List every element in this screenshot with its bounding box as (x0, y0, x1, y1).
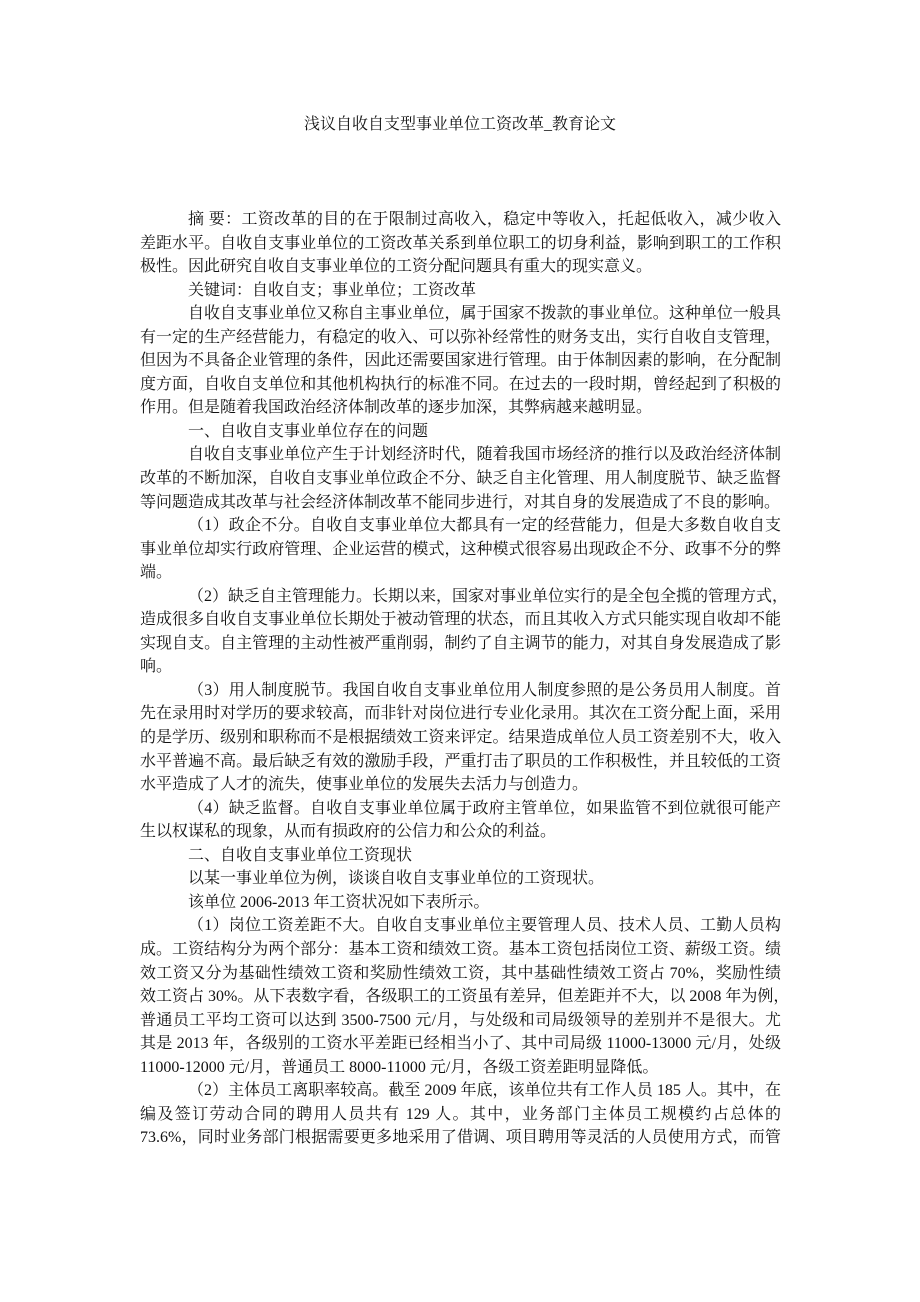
document-body (140, 208, 790, 1150)
text-line: （4）缺乏监督。自收自支事业单位属于政府主管单位，如果监管不到位就很可能产 (188, 799, 781, 817)
text-line: 该单位 2006-2013 年工资状况如下表所示。 (188, 893, 490, 911)
text-line: 普通员工平均工资可以达到 3500-7500 元/月，与处级和司局级领导的差别并不是很大。尤 (140, 1011, 781, 1029)
text-line: 效工资又分为基础性绩效工资和奖励性绩效工资，其中基础性绩效工资占 70%，奖励性绩 (140, 964, 781, 982)
text-line: 等问题造成其改革与社会经济体制改革不能同步进行，对其自身的发展造成了不良的影响。 (140, 493, 781, 511)
paragraph (140, 797, 781, 844)
text-line: 但因为不具备企业管理的条件，因此还需要国家进行管理。由于体制因素的影响，在分配制 (140, 352, 781, 370)
text-line: （1）政企不分。自收自支事业单位大都具有一定的经营能力，但是大多数自收自支 (188, 517, 781, 535)
text-line: 水平造成了人才的流失，使事业单位的发展失去活力与创造力。 (140, 776, 589, 794)
text-line: 事业单位却实行政府管理、企业运营的模式，这种模式很容易出现政企不分、政事不分的弊 (140, 540, 781, 558)
paragraph (140, 891, 781, 915)
text-line: 二、自收自支事业单位工资现状 (188, 846, 413, 864)
text-line: （2）主体员工离职率较高。截至 2009 年底，该单位共有工作人员 185 人。其中，在 (188, 1082, 781, 1100)
text-line: 关键词：自收自支；事业单位；工资改革 (188, 281, 477, 299)
text-line: 水平普遍不高。最后缺乏有效的激励手段，严重打击了职员的工作积极性，并且较低的工资 (140, 752, 781, 770)
paragraph (140, 679, 781, 797)
text-line: 一、自收自支事业单位存在的问题 (188, 422, 429, 440)
paragraph (140, 420, 781, 444)
text-line: 极性。因此研究自收自支事业单位的工资分配问题具有重大的现实意义。 (140, 258, 653, 276)
text-line: 端。 (140, 564, 173, 582)
text-line: 先在录用时对学历的要求较高，而非针对岗位进行专业化录用。其次在工资分配上面，采用 (140, 705, 781, 723)
paragraph (140, 443, 781, 514)
text-line: 实现自支。自主管理的主动性被严重削弱，制约了自主调节的能力，对其自身发展造成了影 (140, 634, 781, 652)
text-line: 作用。但是随着我国政治经济体制改革的逐步加深，其弊病越来越明显。 (140, 399, 653, 417)
text-line: 的是学历、级别和职称而不是根据绩效工资来评定。结果造成单位人员工资差别不大，收入 (140, 729, 781, 747)
text-line: 11000-12000 元/月，普通员工 8000-11000 元/月，各级工资差距明显降低。 (140, 1058, 659, 1076)
paragraph (140, 302, 781, 420)
text-line: 改革的不断加深，自收自支事业单位政企不分、缺乏自主化管理、用人制度脱节、缺乏监督 (140, 470, 781, 488)
text-line: 有一定的生产经营能力，有稳定的收入、可以弥补经常性的财务支出，实行自收自支管理， (140, 328, 781, 346)
text-line: 度方面，自收自支单位和其他机构执行的标准不同。在过去的一段时期，曾经起到了积极的 (140, 375, 781, 393)
text-line: 差距水平。自收自支事业单位的工资改革关系到单位职工的切身利益，影响到职工的工作积 (140, 234, 781, 252)
document-title: 浅议自收自支型事业单位工资改革_教育论文 (303, 116, 616, 133)
text-line: （2）缺乏自主管理能力。长期以来，国家对事业单位实行的是全包全揽的管理方式， (188, 587, 789, 605)
text-line: 73.6%，同时业务部门根据需要更多地采用了借调、项目聘用等灵活的人员使用方式，而管 (140, 1129, 781, 1147)
text-line: 响。 (140, 658, 173, 676)
text-line: 成。工资结构分为两个部分：基本工资和绩效工资。基本工资包括岗位工资、薪级工资。绩 (140, 940, 781, 958)
text-line: 自收自支事业单位产生于计划经济时代，随着我国市场经济的推行以及政治经济体制 (188, 446, 781, 464)
text-line: （1）岗位工资差距不大。自收自支事业单位主要管理人员、技术人员、工勤人员构 (188, 917, 781, 935)
paragraph (140, 208, 781, 279)
text-line: 摘 要：工资改革的目的在于限制过高收入，稳定中等收入，托起低收入，减少收入 (188, 211, 781, 228)
text-line: 生以权谋私的现象，从而有损政府的公信力和公众的利益。 (140, 823, 557, 841)
text-line: 其是 2013 年，各级别的工资水平差距已经相当小了、其中司局级 11000-13000 元/月，处级 (140, 1035, 781, 1053)
paragraph (140, 914, 790, 1079)
text-line: 编及签订劳动合同的聘用人员共有 129 人。其中，业务部门主体员工规模约占总体的 (140, 1105, 781, 1123)
paragraph (140, 514, 781, 585)
text-line: 造成很多自收自支事业单位长期处于被动管理的状态，而且其收入方式只能实现自收却不能 (140, 611, 781, 629)
paragraph (140, 844, 781, 868)
paragraph (140, 1079, 781, 1150)
paragraph (140, 279, 781, 303)
text-line: 以某一事业单位为例，谈谈自收自支事业单位的工资现状。 (188, 870, 605, 888)
paragraph (140, 867, 781, 891)
text-line: （3）用人制度脱节。我国自收自支事业单位用人制度参照的是公务员用人制度。首 (188, 681, 781, 699)
paragraph (140, 585, 789, 679)
text-line: 自收自支事业单位又称自主事业单位，属于国家不拨款的事业单位。这种单位一般具 (188, 305, 781, 323)
text-line: 效工资占 30%。从下表数字看，各级职工的工资虽有差异，但差距并不大，以 2008 年为例， (140, 988, 790, 1006)
